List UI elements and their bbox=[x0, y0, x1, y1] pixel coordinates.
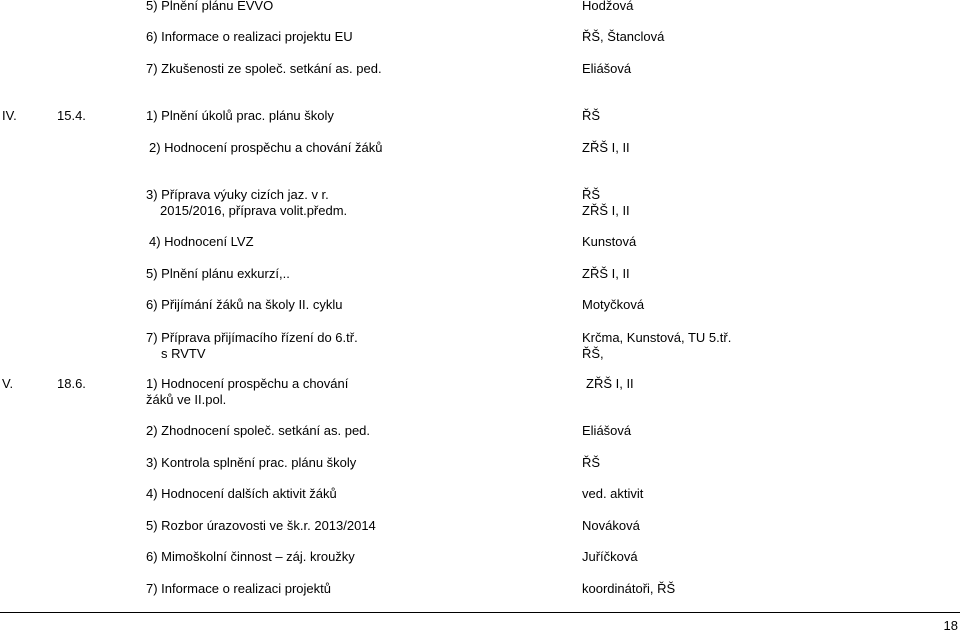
agenda-item bbox=[146, 108, 334, 124]
responsible-person bbox=[582, 187, 630, 219]
agenda-item-text: 4) Hodnocení LVZ bbox=[149, 234, 254, 249]
responsible-person-text: koordinátoři, ŘŠ bbox=[582, 581, 676, 596]
responsible-person-continuation: ŘŠ, bbox=[582, 346, 604, 361]
agenda-item bbox=[149, 140, 382, 156]
agenda-item bbox=[146, 330, 358, 362]
agenda-item-continuation: s RVTV bbox=[161, 346, 206, 361]
agenda-item bbox=[146, 518, 376, 534]
agenda-item bbox=[146, 486, 337, 502]
responsible-person bbox=[582, 297, 644, 313]
agenda-item-text: 1) Plnění úkolů prac. plánu školy bbox=[146, 108, 334, 123]
agenda-item-text: 6) Přijímání žáků na školy II. cyklu bbox=[146, 297, 343, 312]
agenda-item-text: 3) Kontrola splnění prac. plánu školy bbox=[146, 455, 357, 470]
responsible-person-continuation: ZŘŠ I, II bbox=[582, 203, 630, 218]
section-number-text: IV. bbox=[2, 108, 17, 123]
agenda-item bbox=[146, 423, 370, 439]
responsible-person-text: Eliášová bbox=[582, 61, 632, 76]
responsible-person bbox=[582, 423, 631, 439]
meeting-date-text: 18.6. bbox=[57, 376, 86, 391]
agenda-item-text: 4) Hodnocení dalších aktivit žáků bbox=[146, 486, 337, 501]
agenda-item bbox=[146, 266, 290, 282]
responsible-person-text: Eliášová bbox=[582, 423, 632, 438]
agenda-item-text: 2) Hodnocení prospěchu a chování žáků bbox=[149, 140, 383, 155]
agenda-item bbox=[146, 0, 273, 14]
agenda-item-text: 1) Hodnocení prospěchu a chování bbox=[146, 376, 349, 391]
agenda-item-text: 6) Informace o realizaci projektu EU bbox=[146, 29, 353, 44]
responsible-person-text: ved. aktivit bbox=[582, 486, 644, 501]
meeting-date bbox=[57, 108, 86, 124]
agenda-item bbox=[146, 187, 347, 219]
responsible-person-text: ZŘŠ I, II bbox=[586, 376, 634, 391]
agenda-item-text: 5) Rozbor úrazovosti ve šk.r. 2013/2014 bbox=[146, 518, 376, 533]
agenda-item-text: 5) Plnění plánu EVVO bbox=[146, 0, 274, 13]
agenda-item bbox=[146, 297, 343, 313]
responsible-person-text: Hodžová bbox=[582, 0, 634, 13]
section-number-text: V. bbox=[2, 376, 14, 391]
responsible-person-text: Krčma, Kunstová, TU 5.tř. bbox=[582, 330, 732, 345]
agenda-item-text: 3) Příprava výuky cizích jaz. v r. bbox=[146, 187, 329, 202]
agenda-item bbox=[146, 455, 356, 471]
page-number: 18 bbox=[943, 618, 958, 633]
responsible-person bbox=[582, 455, 600, 471]
responsible-person bbox=[582, 330, 731, 362]
agenda-item-text: 7) Informace o realizaci projektů bbox=[146, 581, 331, 596]
responsible-person-text: ŘŠ, Štanclová bbox=[582, 29, 665, 44]
agenda-item bbox=[146, 61, 382, 77]
responsible-person bbox=[586, 376, 634, 392]
responsible-person-text: Motyčková bbox=[582, 297, 645, 312]
responsible-person bbox=[582, 518, 640, 534]
footer-divider bbox=[0, 612, 960, 613]
responsible-person-text: ZŘŠ I, II bbox=[582, 140, 630, 155]
responsible-person bbox=[582, 29, 664, 45]
responsible-person-text: Juříčková bbox=[582, 549, 638, 564]
agenda-item bbox=[146, 549, 355, 565]
agenda-item-text: 6) Mimoškolní činnost – záj. kroužky bbox=[146, 549, 355, 564]
responsible-person-text: ŘŠ bbox=[582, 108, 601, 123]
responsible-person-text: Kunstová bbox=[582, 234, 637, 249]
responsible-person bbox=[582, 266, 630, 282]
agenda-item-text: 7) Zkušenosti ze společ. setkání as. ped. bbox=[146, 61, 382, 76]
responsible-person bbox=[582, 61, 631, 77]
responsible-person-text: ŘŠ bbox=[582, 187, 601, 202]
agenda-item bbox=[146, 581, 331, 597]
agenda-item-continuation: 2015/2016, příprava volit.předm. bbox=[160, 203, 348, 218]
section-number bbox=[2, 108, 17, 124]
responsible-person bbox=[582, 234, 636, 250]
responsible-person bbox=[582, 0, 633, 14]
agenda-item-continuation: žáků ve II.pol. bbox=[146, 392, 227, 407]
agenda-item-text: 5) Plnění plánu exkurzí,.. bbox=[146, 266, 290, 281]
responsible-person bbox=[582, 581, 675, 597]
responsible-person bbox=[582, 486, 643, 502]
agenda-item bbox=[146, 376, 348, 408]
agenda-item-text: 7) Příprava přijímacího řízení do 6.tř. bbox=[146, 330, 358, 345]
agenda-item bbox=[146, 29, 353, 45]
responsible-person-text: Nováková bbox=[582, 518, 640, 533]
responsible-person bbox=[582, 140, 630, 156]
section-number bbox=[2, 376, 13, 392]
responsible-person bbox=[582, 549, 638, 565]
meeting-date-text: 15.4. bbox=[57, 108, 86, 123]
meeting-date bbox=[57, 376, 86, 392]
responsible-person bbox=[582, 108, 600, 124]
agenda-item bbox=[149, 234, 254, 250]
responsible-person-text: ŘŠ bbox=[582, 455, 601, 470]
agenda-item-text: 2) Zhodnocení společ. setkání as. ped. bbox=[146, 423, 371, 438]
responsible-person-text: ZŘŠ I, II bbox=[582, 266, 630, 281]
